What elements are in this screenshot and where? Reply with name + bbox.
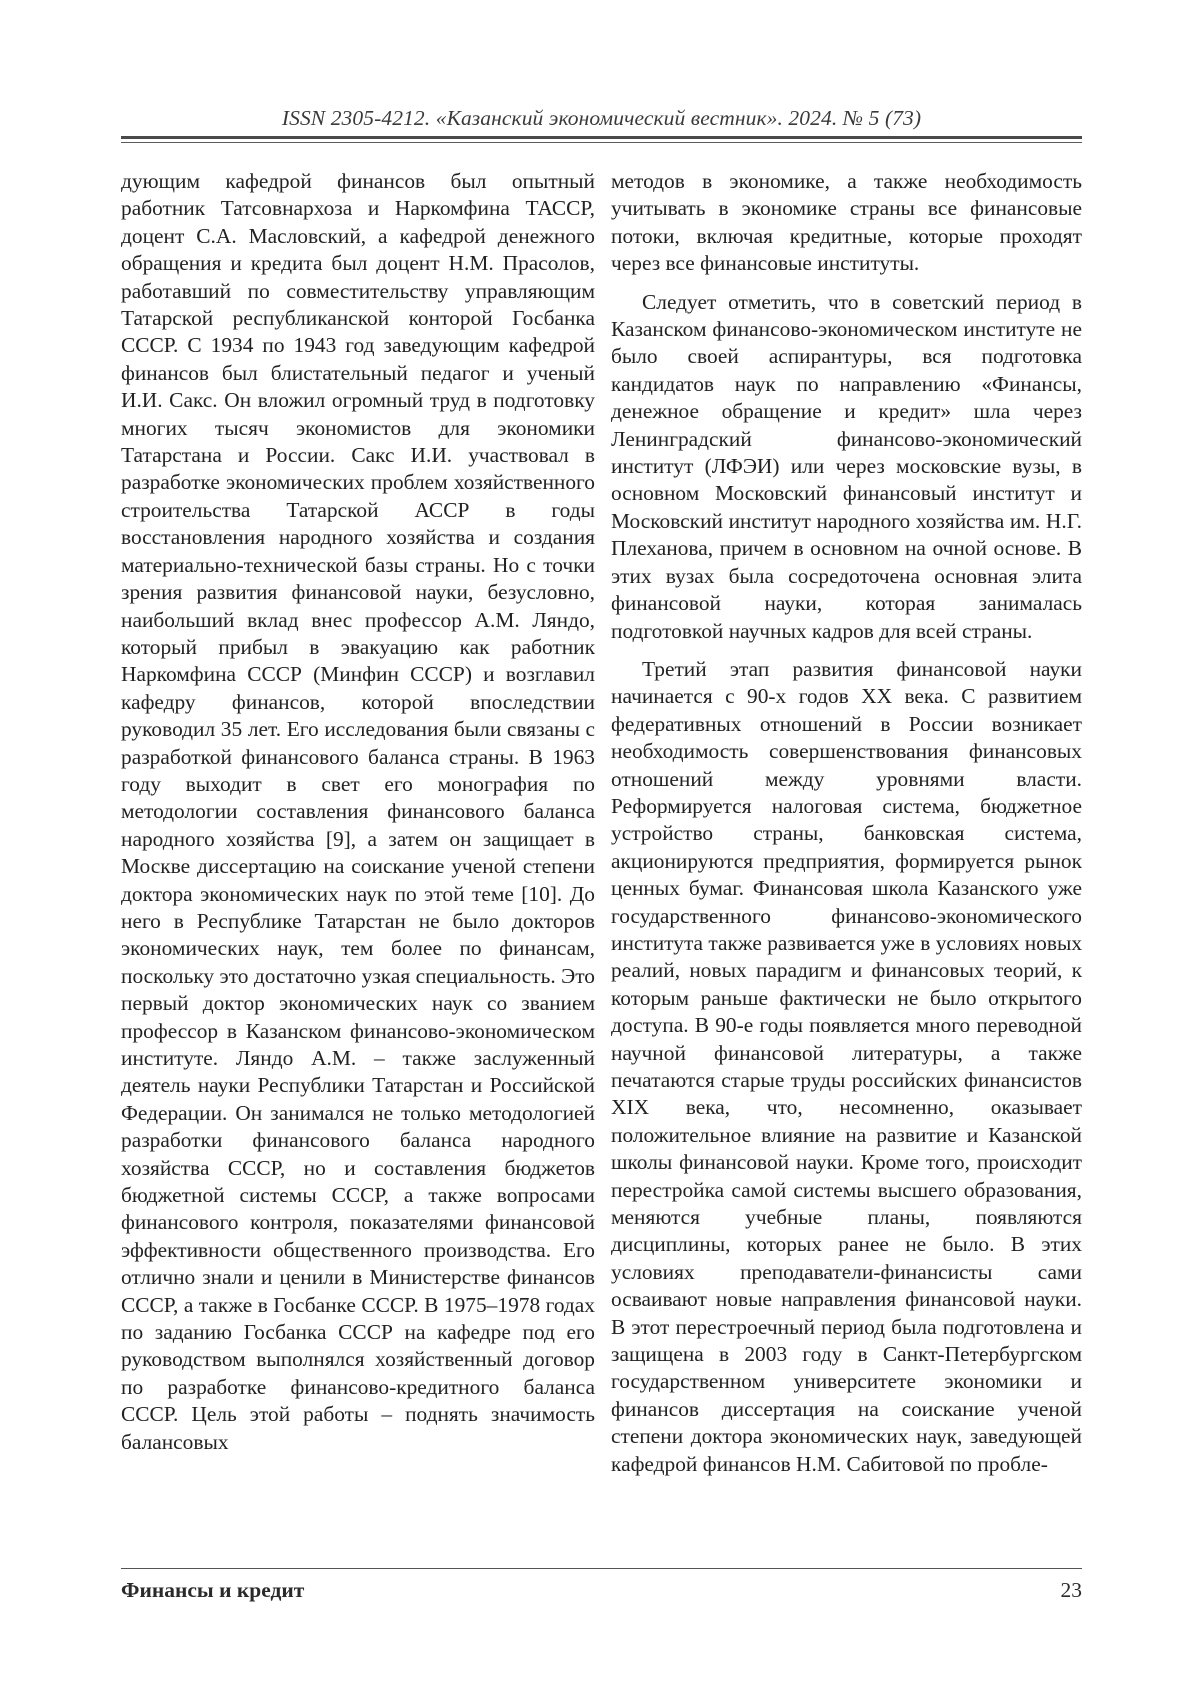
left-paragraph-1: дующим кафедрой финансов был опытный работник Татсовнархоза и Наркомфина ТАССР, доцент С.А. Масловский, а кафедрой денежного обращения и кредита был доцент Н.М. Прасолов, работавший по совместительству управляющим Татарской республиканской конторой Госбанка СССР. С 1934 по 1943 год заведующим кафедрой финансов был блистательный педагог и ученый И.И. Сакс. Он вложил огромный труд в подготовку многих тысяч экономистов для экономики Татарстана и России. Сакс И.И. участвовал в разработке экономических проблем хозяйственного строительства Татарской АССР в годы восстановления народного хозяйства и создания материально-технической базы страны. Но с точки зрения развития финансовой науки, безусловно, наибольший вклад внес профессор А.М. Ляндо, который прибыл в эвакуацию как работник Наркомфина СССР (Минфин СССР) и возглавил кафедру финансов, которой впоследствии руководил 35 лет. Его исследования были связаны с разработкой финансового баланса страны. В 1963 году выходит в свет его монография по методологии составления финансового баланса народного хозяйства [9], а затем он защищает в Москве диссертацию на соискание ученой степени доктора экономических наук по этой теме [10]. До него в Республике Татарстан не было докторов экономических наук, тем более по финансам, поскольку это достаточно узкая специальность. Это первый доктор экономических наук со званием профессор в Казанском финансово-экономическом институте. Ляндо А.М. – также заслуженный деятель науки Республики Татарстан и Российской Федерации. Он занимался не только методологией разработки финансового баланса народного хозяйства СССР, но и составления бюджетов бюджетной системы СССР, а также вопросами финансового контроля, показателями финансовой эффективности общественного производства. Его отлично знали и ценили в Министерстве финансов СССР, а также в Госбанке СССР. В 1975–1978 годах по заданию Госбанка СССР на кафедре под его руководством выполнялся хозяйственный договор по разработке финансово-кредитного баланса СССР. Цель этой работы – поднять значимость балансовых <box>121 169 595 1454</box>
section-name: Финансы и кредит <box>121 1578 305 1602</box>
right-column <box>611 168 1082 1478</box>
header-rule-thin <box>121 142 1082 143</box>
left-column <box>121 168 595 1456</box>
right-paragraph-2: Следует отметить, что в советский период в Казанском финансово-экономическом институте не было своей аспирантуры, вся подготовка кандидатов наук по направлению «Финансы, денежное обращение и кредит» шла через Ленинградский финансово-экономический институт (ЛФЭИ) или через московские вузы, в основном Московский финансовый институт и Московский институт народного хозяйства им. Н.Г. Плеханова, причем в основном на очной основе. В этих вузах была сосредоточена основная элита финансовой науки, которая занималась подготовкой научных кадров для всей страны. <box>611 289 1082 643</box>
footer-rule <box>121 1568 1082 1569</box>
right-paragraph-3: Третий этап развития финансовой науки начинается с 90-х годов XX века. С развитием федеративных отношений в России возникает необходимость совершенствования финансовых отношений между уровнями власти. Реформируется налоговая система, бюджетное устройство страны, банковская система, акционируются предприятия, формируется рынок ценных бумаг. Финансовая школа Казанского уже государственного финансово-экономического института также развивается уже в условиях новых реалий, новых парадигм и финансовых теорий, к которым раньше фактически не было открытого доступа. В 90-е годы появляется много переводной научной финансовой литературы, а также печатаются старые труды российских финансистов XIX века, что, несомненно, оказывает положительное влияние на развитие и Казанской школы финансовой науки. Кроме того, происходит перестройка самой системы высшего образования, меняются учебные планы, появляются дисциплины, которых ранее не было. В этих условиях преподаватели-финансисты сами осваивают новые направления финансовой науки. В этот перестроечный период была подготовлена и защищена в 2003 году в Санкт-Петербургском государственном университете экономики и финансов диссертация на соискание ученой степени доктора экономических наук, заведующей кафедрой финансов Н.М. Сабитовой по пробле- <box>611 656 1083 1476</box>
page-number: 23 <box>1060 1578 1082 1602</box>
running-head: ISSN 2305-4212. «Казанский экономический вестник». 2024. № 5 (73) <box>281 106 922 130</box>
right-paragraph-1: методов в экономике, а также необходимость учитывать в экономике страны все финансовые потоки, включая кредитные, которые проходят через все финансовые институты. <box>611 169 1082 276</box>
header-rule-thick <box>121 136 1082 139</box>
